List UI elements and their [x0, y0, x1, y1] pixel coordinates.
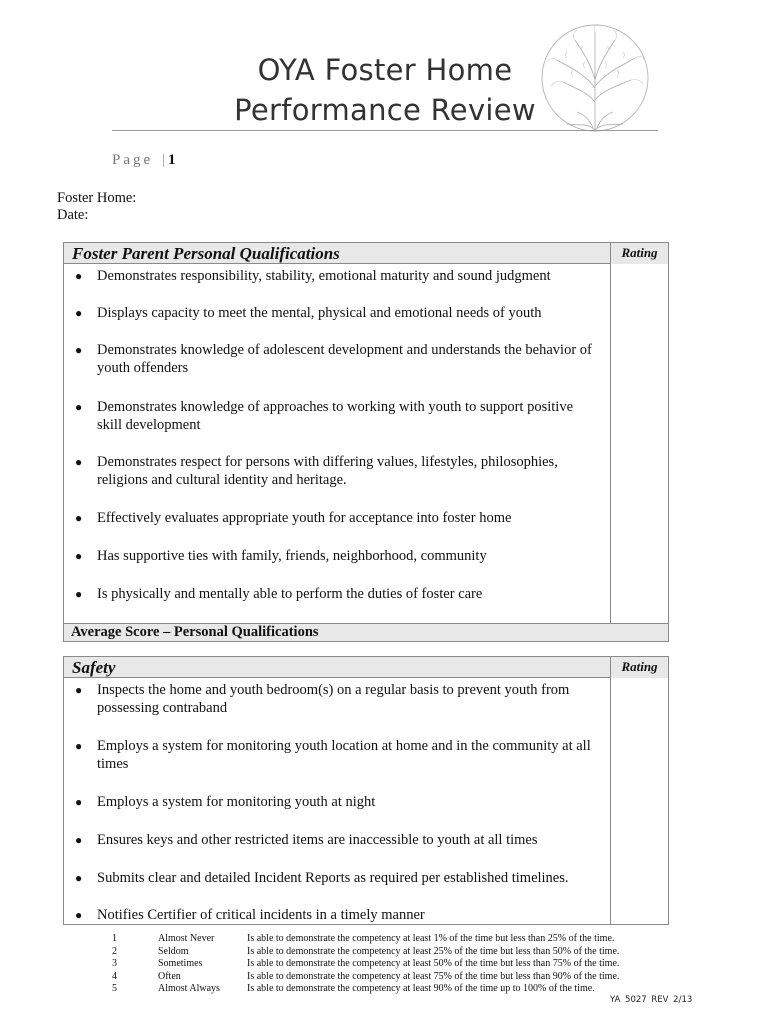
legend-word: Almost Never [158, 933, 215, 944]
section-title: Safety [64, 657, 611, 678]
list-item [64, 831, 610, 849]
item-text: Has supportive ties with family, friends, neighborhood, community [97, 548, 487, 564]
bullet-icon: ● [75, 306, 83, 320]
bullet-icon: ● [75, 587, 83, 601]
list-item [64, 267, 610, 285]
bullet-icon: ● [75, 343, 83, 357]
legend-row [108, 971, 647, 984]
list-item [64, 681, 610, 717]
bullet-icon: ● [75, 455, 83, 469]
header-rule [112, 130, 658, 131]
legend-row [108, 946, 647, 959]
foster-home-label: Foster Home: [57, 190, 137, 206]
legend-description: Is able to demonstrate the competency at least 25% of the time but less than 50% of the time. [247, 945, 620, 957]
bullet-icon: ● [75, 511, 83, 525]
list-item [64, 906, 610, 924]
bullet-icon: ● [75, 549, 83, 563]
section-body [64, 264, 668, 623]
legend-description: Is able to demonstrate the competency at least 90% of the time up to 100% of the time. [247, 983, 595, 995]
legend-number: 5 [112, 983, 117, 995]
section-body [64, 678, 668, 925]
item-text: Submits clear and detailed Incident Reports as required per established timelines. [97, 870, 569, 886]
page-label: Page [112, 152, 154, 168]
bullet-icon: ● [75, 833, 83, 847]
safety-list [64, 678, 611, 925]
legend-number: 4 [112, 970, 117, 982]
legend-number: 2 [112, 945, 117, 957]
page-number [112, 152, 175, 169]
qualifications-list [64, 264, 611, 623]
item-text: Demonstrates knowledge of adolescent development and understands the behavior of youth offenders [97, 342, 592, 376]
list-item [64, 869, 610, 887]
item-text: Demonstrates respect for persons with differing values, lifestyles, philosophies, religions and cultural identity and heritage. [97, 454, 558, 488]
bullet-icon: ● [75, 871, 83, 885]
legend-description: Is able to demonstrate the competency at least 75% of the time but less than 90% of the time. [247, 970, 620, 982]
legend-description: Is able to demonstrate the competency at least 50% of the time but less than 75% of the time. [247, 958, 620, 970]
list-item [64, 547, 610, 565]
list-item [64, 737, 610, 773]
item-text: Notifies Certifier of critical incidents in a timely manner [97, 907, 425, 923]
item-text: Effectively evaluates appropriate youth for acceptance into foster home [97, 510, 512, 526]
list-item [64, 509, 610, 527]
bullet-icon: ● [75, 683, 83, 697]
section-title: Foster Parent Personal Qualifications [64, 243, 611, 264]
bullet-icon: ● [75, 908, 83, 922]
list-item [64, 341, 610, 377]
list-item [64, 304, 610, 322]
legend-number: 3 [112, 958, 117, 970]
legend-word: Seldom [158, 945, 189, 957]
legend-word: Often [158, 970, 181, 982]
item-text: Employs a system for monitoring youth location at home and in the community at all times [97, 738, 591, 772]
bullet-icon: ● [75, 269, 83, 283]
bullet-icon: ● [75, 400, 83, 414]
item-text: Displays capacity to meet the mental, physical and emotional needs of youth [97, 305, 542, 321]
legend-row [108, 983, 647, 996]
tree-logo-icon [527, 22, 662, 134]
page-number-value: 1 [167, 152, 176, 168]
average-score-row: Average Score – Personal Qualifications [64, 623, 668, 641]
legend-word: Sometimes [158, 958, 203, 970]
list-item [64, 585, 610, 603]
item-text: Demonstrates knowledge of approaches to working with youth to support positive skill development [97, 399, 574, 433]
section-personal-qualifications [63, 242, 669, 642]
list-item [64, 793, 610, 811]
rating-header: Rating [611, 657, 668, 678]
section-header [64, 657, 668, 678]
rating-legend [108, 933, 647, 996]
form-code: YA 5027 REV 2/13 [610, 995, 693, 1005]
section-safety [63, 656, 669, 925]
title-line-2: Performance Review [234, 93, 536, 127]
list-item [64, 453, 610, 489]
bullet-icon: ● [75, 795, 83, 809]
legend-row [108, 933, 647, 946]
section-header [64, 243, 668, 264]
page-separator: | [161, 152, 168, 168]
item-text: Demonstrates responsibility, stability, emotional maturity and sound judgment [97, 268, 551, 284]
rating-input-cell[interactable] [611, 264, 668, 623]
date-label: Date: [57, 207, 89, 223]
item-text: Employs a system for monitoring youth at night [97, 794, 376, 810]
legend-row [108, 958, 647, 971]
item-text: Inspects the home and youth bedroom(s) on a regular basis to prevent youth from possessing contraband [97, 682, 570, 716]
list-item [64, 398, 610, 434]
legend-word: Almost Always [158, 983, 220, 995]
legend-description: Is able to demonstrate the competency at least 1% of the time but less than 25% of the time. [247, 933, 615, 944]
rating-input-cell[interactable] [611, 678, 668, 925]
item-text: Is physically and mentally able to perform the duties of foster care [97, 586, 483, 602]
rating-header: Rating [611, 243, 668, 264]
legend-number: 1 [112, 933, 117, 944]
item-text: Ensures keys and other restricted items are inaccessible to youth at all times [97, 832, 538, 848]
title-line-1: OYA Foster Home [257, 53, 513, 87]
bullet-icon: ● [75, 739, 83, 753]
document-title [200, 50, 570, 130]
